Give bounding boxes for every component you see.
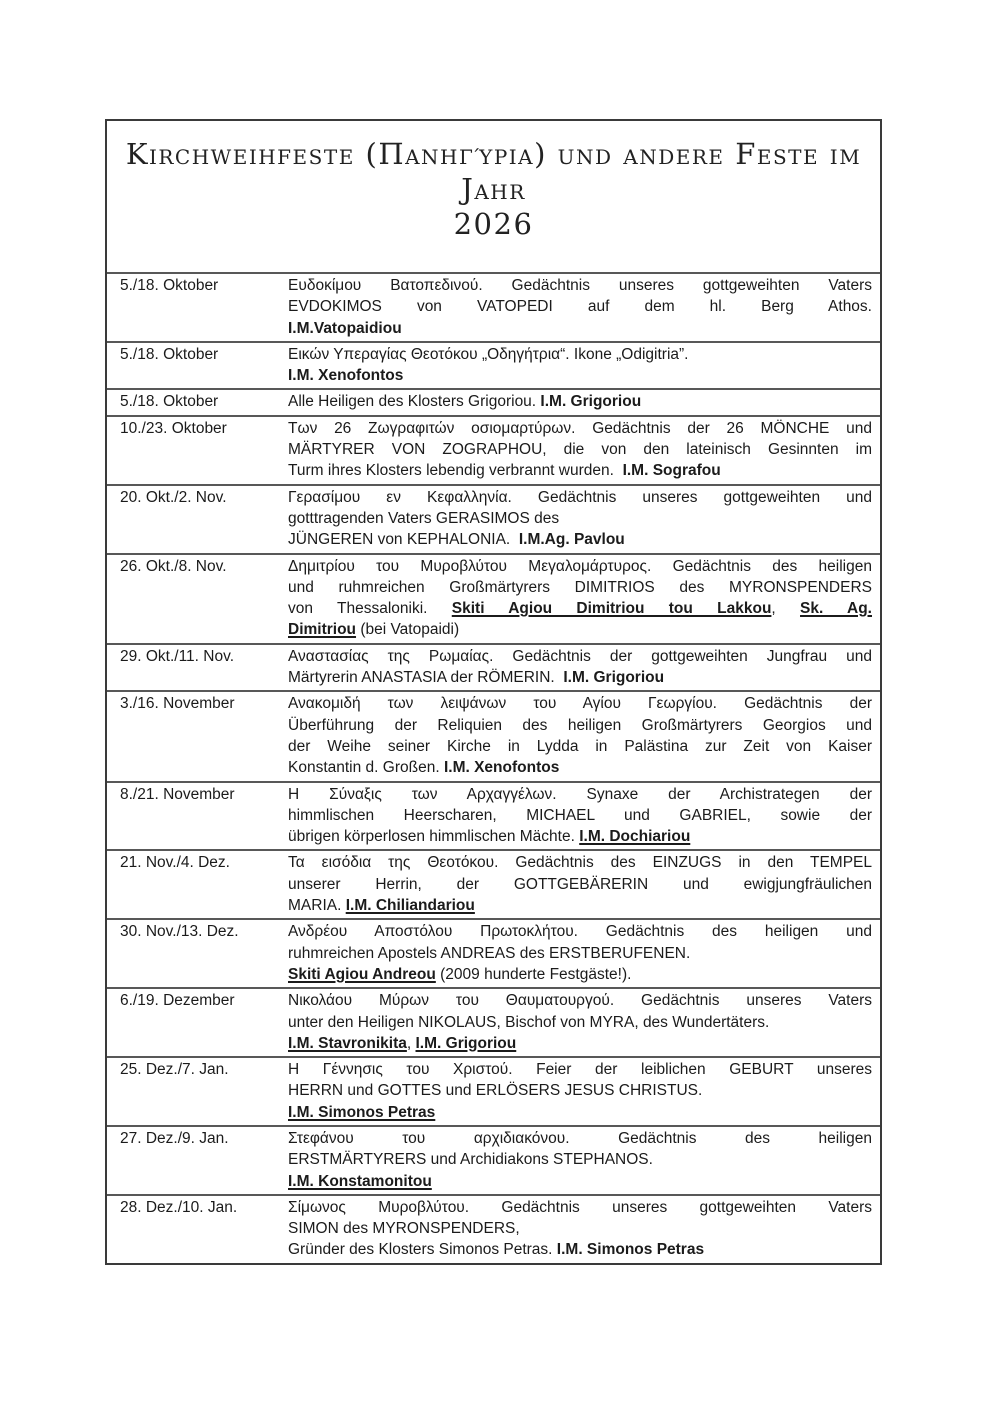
page-title-line1: Kirchweihfeste (Πανηγύρια) und andere Feste im Jahr <box>125 137 862 206</box>
date-cell: 29. Okt./11. Nov. <box>120 647 235 665</box>
table-row <box>107 1194 880 1263</box>
date-cell: 25. Dez./7. Jan. <box>120 1061 229 1079</box>
text-segment: Alle Heiligen des Klosters Grigoriou. <box>288 393 541 411</box>
description-line <box>288 1239 872 1260</box>
description-line <box>288 344 872 365</box>
table-row <box>107 341 880 389</box>
text-segment: MÄRTYRER VON ZOGRAPHOU, die von den lateinisch Gesinnten im <box>288 441 872 459</box>
table-row <box>107 553 880 643</box>
table-row <box>107 272 880 341</box>
description-line <box>288 646 872 667</box>
page-title-line2: 2026 <box>453 207 534 241</box>
table-row <box>107 849 880 918</box>
date-cell: 30. Nov./13. Dez. <box>120 923 239 941</box>
description-line <box>288 964 872 985</box>
date-cell: 5./18. Oktober <box>120 277 219 294</box>
description-cell <box>288 274 880 341</box>
description-line <box>288 784 872 805</box>
text-segment: Νικολάου Μύρων του Θαυματουργού. Gedächtnis unseres Vaters <box>288 992 872 1010</box>
description-line <box>288 577 872 598</box>
text-segment: I.M. Xenofontos <box>443 759 560 777</box>
text-segment: der Weihe seiner Kirche in Lydda in Palästina zur Zeit von Kaiser <box>288 737 872 755</box>
text-segment: I.M. Grigoriou <box>540 393 642 411</box>
description-line <box>288 275 872 296</box>
description-cell <box>288 343 880 389</box>
text-segment: , <box>406 1034 416 1052</box>
description-line <box>288 460 872 481</box>
description-cell <box>288 851 880 918</box>
description-line <box>288 1080 872 1101</box>
description-line <box>288 365 872 386</box>
description-cell <box>288 920 880 987</box>
description-line <box>288 439 872 460</box>
text-segment: Η Σύναξις των Αρχαγγέλων. Synaxe der Archistrategen der <box>288 785 872 803</box>
description-line <box>288 1197 872 1218</box>
description-line <box>288 556 872 577</box>
description-cell <box>288 1058 880 1125</box>
description-line <box>288 805 872 826</box>
description-line <box>288 318 872 339</box>
description-line <box>288 508 872 529</box>
description-line <box>288 852 872 873</box>
text-segment: (bei Vatopaidi) <box>356 621 460 639</box>
table-row <box>107 388 880 414</box>
text-segment: Konstantin d. Großen. <box>288 759 444 777</box>
text-segment: I.M. Grigoriou <box>563 669 665 687</box>
table-row <box>107 1056 880 1125</box>
description-line <box>288 736 872 757</box>
text-segment: I.M. Xenofontos <box>288 367 404 385</box>
date-cell: 27. Dez./9. Jan. <box>120 1129 229 1147</box>
table-row <box>107 918 880 987</box>
description-line <box>288 1033 872 1054</box>
page-title <box>107 121 880 272</box>
text-segment: Γερασίμου εν Κεφαλληνία. Gedächtnis unseres gottgeweihten und <box>288 488 872 506</box>
text-segment: Δημιτρίου του Μυροβλύτου Μεγαλομάρτυρος. Gedächtnis des heiligen <box>288 557 872 575</box>
description-line <box>288 598 872 619</box>
date-cell: 20. Okt./2. Nov. <box>120 488 227 506</box>
description-line <box>288 487 872 508</box>
text-segment: Ανακομιδή των λειψάνων του Αγίου Γεωργίου. Gedächtnis der <box>288 695 872 713</box>
text-segment: Sk. Ag. <box>800 600 872 618</box>
table-row <box>107 987 880 1056</box>
text-segment: Turm ihres Klosters lebendig verbrannt wurden. <box>288 462 623 480</box>
text-segment: I.M.Vatopaidiou <box>288 319 402 337</box>
table-row <box>107 643 880 691</box>
table-row <box>107 484 880 553</box>
description-line <box>288 418 872 439</box>
feast-table <box>105 119 882 1265</box>
date-cell: 3./16. November <box>120 695 235 713</box>
date-cell: 21. Nov./4. Dez. <box>120 854 230 872</box>
text-segment: HERRN und GOTTES und ERLÖSERS JESUS CHRISTUS. <box>288 1082 703 1100</box>
description-line <box>288 619 872 640</box>
text-segment: himmlischen Heerscharen, MICHAEL und GABRIEL, sowie der <box>288 806 872 824</box>
description-line <box>288 1012 872 1033</box>
description-line <box>288 826 872 847</box>
description-cell <box>288 1196 880 1263</box>
text-segment: SIMON des MYRONSPENDERS, <box>288 1220 520 1238</box>
text-segment: I.M. Chiliandariou <box>345 897 475 915</box>
description-line <box>288 895 872 916</box>
date-cell: 8./21. November <box>120 785 235 803</box>
description-line <box>288 1171 872 1192</box>
date-cell: 10./23. Oktober <box>120 419 227 437</box>
description-line <box>288 667 872 688</box>
description-line <box>288 921 872 942</box>
text-segment: Η Γέννησις του Χριστού. Feier der leiblichen GEBURT unseres <box>288 1061 872 1079</box>
text-segment: Skiti Agiou Dimitriou tou Lakkou <box>451 600 772 618</box>
table-row <box>107 690 880 780</box>
text-segment: I.M. Konstamonitou <box>288 1172 432 1190</box>
description-cell <box>288 989 880 1056</box>
text-segment: Dimitriou <box>288 621 357 639</box>
description-line <box>288 990 872 1011</box>
text-segment: I.M. Sografou <box>622 462 721 480</box>
date-cell: 5./18. Oktober <box>120 345 219 363</box>
description-cell <box>288 555 880 643</box>
text-segment: MARIA. <box>288 897 346 915</box>
text-segment: ERSTMÄRTYRERS und Archidiakons STEPHANOS. <box>288 1151 653 1169</box>
description-line <box>288 715 872 736</box>
text-segment: unter den Heiligen NIKOLAUS, Bischof von MYRA, des Wundertäters. <box>288 1013 770 1031</box>
description-line <box>288 529 872 550</box>
description-cell <box>288 486 880 553</box>
description-line <box>288 1059 872 1080</box>
description-line <box>288 874 872 895</box>
date-cell: 6./19. Dezember <box>120 992 235 1010</box>
text-segment: und ruhmreichen Großmärtyrers DIMITRIOS des MYRONSPENDERS <box>288 578 872 596</box>
text-segment: (2009 hunderte Festgäste!). <box>435 965 632 983</box>
text-segment: Αναστασίας της Ρωμαίας. Gedächtnis der gottgeweihten Jungfrau und <box>288 647 872 665</box>
table-row <box>107 781 880 850</box>
description-line <box>288 757 872 778</box>
text-segment: Εικών Υπεραγίας Θεοτόκου „Οδηγήτρια“. Ikone „Odigitria”. <box>288 345 689 363</box>
description-line <box>288 296 872 317</box>
description-cell <box>288 783 880 850</box>
text-segment: I.M. Simonos Petras <box>288 1103 436 1121</box>
text-segment: Ανδρέου Αποστόλου Πρωτοκλήτου. Gedächtnis des heiligen und <box>288 923 872 941</box>
text-segment: von Thessaloniki. <box>288 600 452 618</box>
text-segment: gotttragenden Vaters GERASIMOS des <box>288 509 560 527</box>
text-segment: JÜNGEREN von KEPHALONIA. <box>288 531 519 549</box>
text-segment: ruhmreichen Apostels ANDREAS des ERSTBERUFENEN. <box>288 944 691 962</box>
text-segment: EVDOKIMOS von VATOPEDI auf dem hl. Berg Athos. <box>288 298 872 316</box>
table-row <box>107 415 880 484</box>
description-line <box>288 1218 872 1239</box>
description-line <box>288 391 872 412</box>
date-cell: 5./18. Oktober <box>120 393 219 411</box>
description-line <box>288 943 872 964</box>
text-segment: I.M. Stavronikita <box>288 1034 407 1052</box>
text-segment: Märtyrerin ANASTASIA der RÖMERIN. <box>288 669 564 687</box>
text-segment: , <box>771 600 801 618</box>
table-row <box>107 1125 880 1194</box>
description-cell <box>288 390 880 414</box>
feast-table-body <box>107 272 880 1263</box>
date-cell: 26. Okt./8. Nov. <box>120 557 227 575</box>
text-segment: Gründer des Klosters Simonos Petras. <box>288 1241 557 1259</box>
text-segment: I.M. Grigoriou <box>415 1034 517 1052</box>
text-segment: Σίμωνος Μυροβλύτου. Gedächtnis unseres gottgeweihten Vaters <box>288 1198 872 1216</box>
text-segment: unserer Herrin, der GOTTGEBÄRERIN und ewigjungfräulichen <box>288 875 872 893</box>
text-segment: I.M. Dochiariou <box>579 828 691 846</box>
date-cell: 28. Dez./10. Jan. <box>120 1198 238 1216</box>
text-segment: Ευδοκίμου Βατοπεδινού. Gedächtnis unseres gottgeweihten Vaters <box>288 277 872 294</box>
description-cell <box>288 1127 880 1194</box>
text-segment: Των 26 Ζωγραφιτών οσιομαρτύρων. Gedächtnis der 26 MÖNCHE und <box>288 419 872 437</box>
text-segment: I.M.Ag. Pavlou <box>518 531 625 549</box>
text-segment: Στεφάνου του αρχιδιακόνου. Gedächtnis des heiligen <box>288 1129 872 1147</box>
description-cell <box>288 645 880 691</box>
text-segment: übrigen körperlosen himmlischen Mächte. <box>288 828 580 846</box>
description-cell <box>288 692 880 780</box>
text-segment: Τα εισόδια της Θεοτόκου. Gedächtnis des EINZUGS in den TEMPEL <box>288 854 872 872</box>
description-line <box>288 1149 872 1170</box>
text-segment: Überführung der Reliquien des heiligen Großmärtyrers Georgios und <box>288 716 872 734</box>
text-segment: I.M. Simonos Petras <box>556 1241 705 1259</box>
description-line <box>288 693 872 714</box>
text-segment: Skiti Agiou Andreou <box>288 965 436 983</box>
description-line <box>288 1128 872 1149</box>
description-line <box>288 1102 872 1123</box>
description-cell <box>288 417 880 484</box>
